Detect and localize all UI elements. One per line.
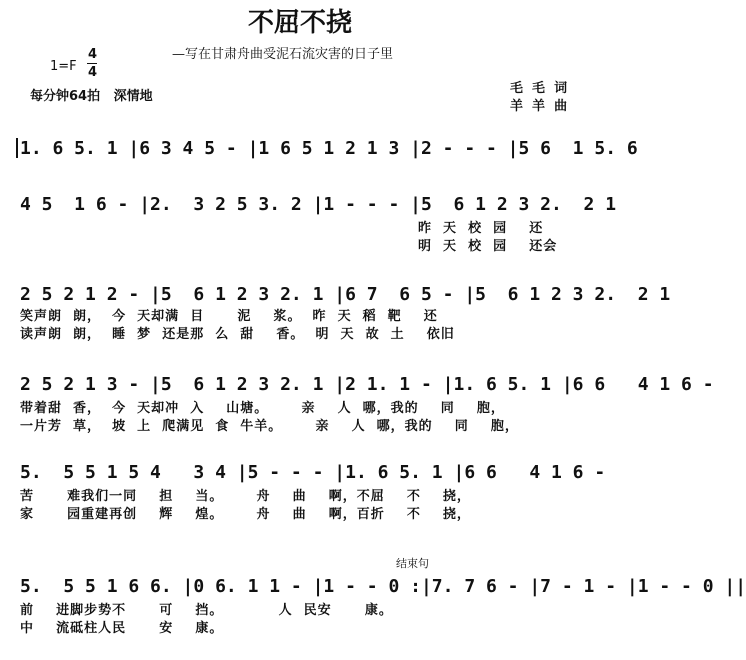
score-line-5: 5. 5 5 1 5 4 3 4 |5 - - - |1. 6 5. 1 |6 6 4 1 6 - xyxy=(20,462,606,483)
time-signature-top: 4 xyxy=(88,47,98,62)
lyrics-line-4-verse-1: 带着甜 香， 今 天却冲 入 山塘。 亲 人 哪，我的 同 胞， xyxy=(20,401,505,416)
lyricist-credit: 毛 毛 词 xyxy=(510,81,568,96)
time-signature-bar xyxy=(87,63,97,64)
lyrics-line-5-verse-2: 家 园重建再创 辉 煌。 舟 曲 啊，百折 不 挠， xyxy=(20,507,471,522)
score-line-4: 2 5 2 1 3 - |5 6 1 2 3 2. 1 |2 1. 1 - |1. 6 5. 1 |6 6 4 1 6 - xyxy=(20,374,714,395)
lyrics-line-4-verse-2: 一片芳 草， 坡 上 爬满见 食 牛羊。 亲 人 哪，我的 同 胞， xyxy=(20,419,519,434)
lyrics-line-3-verse-2: 读声朗 朗， 睡 梦 还是那 么 甜 香。 明 天 故 土 依旧 xyxy=(20,327,455,342)
lyrics-line-6-verse-1: 前 进脚步势不 可 挡。 人 民安 康。 xyxy=(20,603,393,618)
song-subtitle: —写在甘肃舟曲受泥石流灾害的日子里 xyxy=(172,47,394,62)
lyrics-line-2-verse-1: 昨 天 校 园 还 xyxy=(418,221,544,236)
time-signature-bottom: 4 xyxy=(88,65,98,80)
ending-phrase-label: 结束句 xyxy=(396,557,429,570)
composer-credit: 羊 羊 曲 xyxy=(510,99,568,114)
key-signature: 1=F xyxy=(50,59,77,74)
score-line-1: 1. 6 5. 1 |6 3 4 5 - |1 6 5 1 2 1 3 |2 - - - |5 6 1 5. 6 xyxy=(20,138,638,159)
lyrics-line-5-verse-1: 苦 难我们一同 担 当。 舟 曲 啊，不屈 不 挠， xyxy=(20,489,471,504)
score-line-6: 5. 5 5 1 6 6. |0 6. 1 1 - |1 - - 0 :|7. 7 6 - |7 - 1 - |1 - - 0 || xyxy=(20,576,746,597)
score-line-3: 2 5 2 1 2 - |5 6 1 2 3 2. 1 |6 7 6 5 - |5 6 1 2 3 2. 2 1 xyxy=(20,284,671,305)
song-title: 不屈不挠 xyxy=(248,8,353,38)
score-line-2: 4 5 1 6 - |2. 3 2 5 3. 2 |1 - - - |5 6 1 2 3 2. 2 1 xyxy=(20,194,617,215)
lyrics-line-2-verse-2: 明 天 校 园 还会 xyxy=(418,239,558,254)
lyrics-line-3-verse-1: 笑声朗 朗， 今 天却满 目 泥 浆。 昨 天 稻 靶 还 xyxy=(20,309,438,324)
initial-barline xyxy=(16,138,18,158)
lyrics-line-6-verse-2: 中 流砥柱人民 安 康。 xyxy=(20,621,224,636)
tempo-marking: 每分钟64拍 深情地 xyxy=(30,89,153,104)
